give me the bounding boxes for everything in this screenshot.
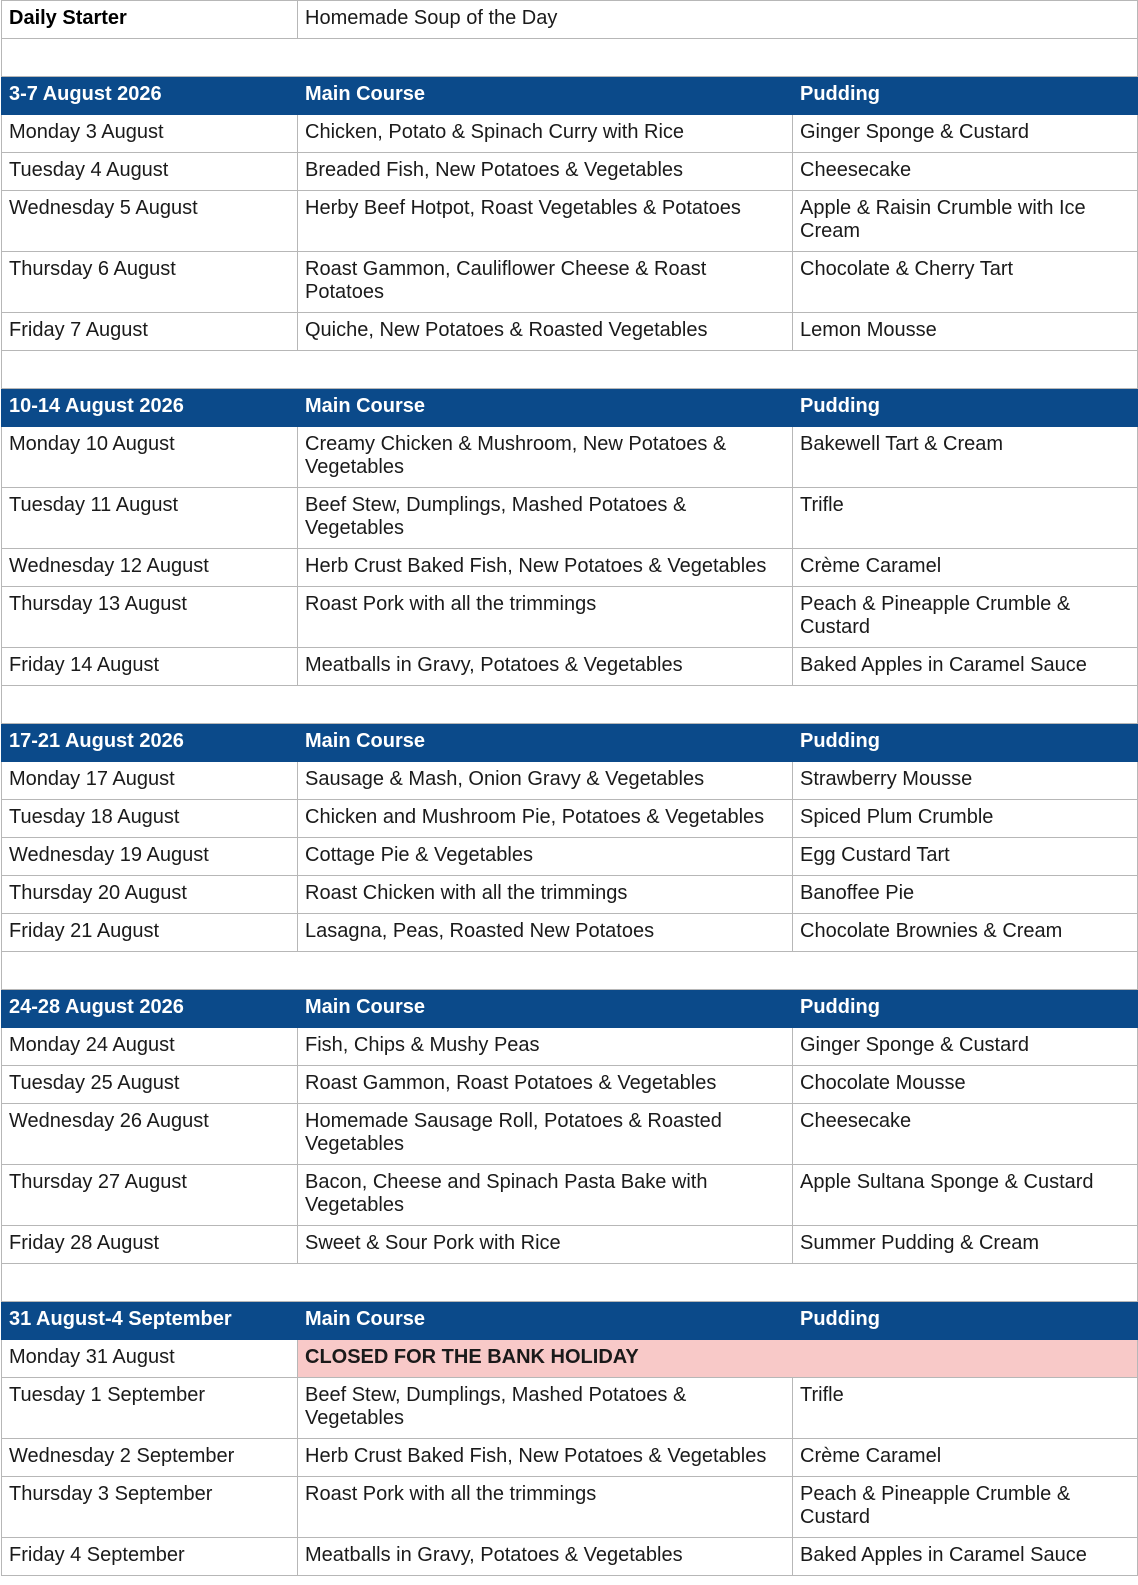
day-row	[2, 1066, 1138, 1104]
day-row	[2, 876, 1138, 914]
pudding-cell: Egg Custard Tart	[793, 838, 1138, 876]
main-course-header: Main Course	[298, 389, 793, 427]
spacer-cell	[2, 952, 1138, 990]
pudding-cell: Spiced Plum Crumble	[793, 800, 1138, 838]
main-course-cell: Beef Stew, Dumplings, Mashed Potatoes & Vegetables	[298, 1378, 793, 1439]
main-course-cell: Chicken, Potato & Spinach Curry with Rice	[298, 115, 793, 153]
main-course-cell: Sausage & Mash, Onion Gravy & Vegetables	[298, 762, 793, 800]
day-row	[2, 488, 1138, 549]
day-cell: Tuesday 1 September	[2, 1378, 298, 1439]
day-row	[2, 1538, 1138, 1576]
day-row	[2, 1439, 1138, 1477]
spacer-cell	[2, 686, 1138, 724]
pudding-cell: Chocolate Mousse	[793, 1066, 1138, 1104]
main-course-cell: Herby Beef Hotpot, Roast Vegetables & Potatoes	[298, 191, 793, 252]
main-course-cell: Roast Gammon, Roast Potatoes & Vegetables	[298, 1066, 793, 1104]
day-cell: Wednesday 5 August	[2, 191, 298, 252]
day-cell: Wednesday 26 August	[2, 1104, 298, 1165]
daily-starter-value: Homemade Soup of the Day	[298, 1, 1138, 39]
main-course-cell: Cottage Pie & Vegetables	[298, 838, 793, 876]
main-course-cell: Chicken and Mushroom Pie, Potatoes & Vegetables	[298, 800, 793, 838]
pudding-cell: Crème Caramel	[793, 1439, 1138, 1477]
day-row	[2, 1165, 1138, 1226]
day-row	[2, 191, 1138, 252]
week-title: 3-7 August 2026	[2, 77, 298, 115]
main-course-header: Main Course	[298, 1302, 793, 1340]
pudding-cell: Apple Sultana Sponge & Custard	[793, 1165, 1138, 1226]
week-header-row	[2, 389, 1138, 427]
day-row	[2, 1477, 1138, 1538]
week-title: 10-14 August 2026	[2, 389, 298, 427]
pudding-cell: Ginger Sponge & Custard	[793, 115, 1138, 153]
main-course-cell: Herb Crust Baked Fish, New Potatoes & Vegetables	[298, 1439, 793, 1477]
main-course-cell: Herb Crust Baked Fish, New Potatoes & Vegetables	[298, 549, 793, 587]
pudding-cell: Strawberry Mousse	[793, 762, 1138, 800]
day-row	[2, 1378, 1138, 1439]
main-course-header: Main Course	[298, 724, 793, 762]
day-cell: Wednesday 2 September	[2, 1439, 298, 1477]
day-cell: Thursday 6 August	[2, 252, 298, 313]
pudding-header: Pudding	[793, 724, 1138, 762]
day-cell: Thursday 3 September	[2, 1477, 298, 1538]
day-row	[2, 800, 1138, 838]
day-row	[2, 914, 1138, 952]
main-course-cell: Fish, Chips & Mushy Peas	[298, 1028, 793, 1066]
main-course-cell: Breaded Fish, New Potatoes & Vegetables	[298, 153, 793, 191]
day-row	[2, 313, 1138, 351]
main-course-cell: Meatballs in Gravy, Potatoes & Vegetables	[298, 648, 793, 686]
pudding-cell: Summer Pudding & Cream	[793, 1226, 1138, 1264]
main-course-cell: Beef Stew, Dumplings, Mashed Potatoes & Vegetables	[298, 488, 793, 549]
pudding-header: Pudding	[793, 990, 1138, 1028]
day-row	[2, 1340, 1138, 1378]
pudding-cell: Bakewell Tart & Cream	[793, 427, 1138, 488]
day-cell: Friday 7 August	[2, 313, 298, 351]
main-course-cell: Creamy Chicken & Mushroom, New Potatoes & Vegetables	[298, 427, 793, 488]
day-cell: Monday 3 August	[2, 115, 298, 153]
main-course-cell: Roast Pork with all the trimmings	[298, 1477, 793, 1538]
spacer-cell	[2, 1264, 1138, 1302]
pudding-cell: Ginger Sponge & Custard	[793, 1028, 1138, 1066]
day-cell: Monday 31 August	[2, 1340, 298, 1378]
day-cell: Thursday 20 August	[2, 876, 298, 914]
pudding-cell: Cheesecake	[793, 1104, 1138, 1165]
day-cell: Friday 4 September	[2, 1538, 298, 1576]
week-spacer-row	[2, 39, 1138, 77]
main-course-cell: Meatballs in Gravy, Potatoes & Vegetables	[298, 1538, 793, 1576]
main-course-cell: Lasagna, Peas, Roasted New Potatoes	[298, 914, 793, 952]
main-course-cell: Homemade Sausage Roll, Potatoes & Roasted Vegetables	[298, 1104, 793, 1165]
day-cell: Tuesday 11 August	[2, 488, 298, 549]
day-cell: Monday 24 August	[2, 1028, 298, 1066]
pudding-cell: Trifle	[793, 1378, 1138, 1439]
main-course-cell: Roast Gammon, Cauliflower Cheese & Roast Potatoes	[298, 252, 793, 313]
day-cell: Friday 21 August	[2, 914, 298, 952]
day-row	[2, 1028, 1138, 1066]
day-row	[2, 1226, 1138, 1264]
pudding-cell: Peach & Pineapple Crumble & Custard	[793, 587, 1138, 648]
day-row	[2, 427, 1138, 488]
pudding-header: Pudding	[793, 1302, 1138, 1340]
week-header-row	[2, 1302, 1138, 1340]
week-spacer-row	[2, 1264, 1138, 1302]
day-row	[2, 838, 1138, 876]
day-cell: Thursday 27 August	[2, 1165, 298, 1226]
day-cell: Tuesday 18 August	[2, 800, 298, 838]
week-spacer-row	[2, 952, 1138, 990]
day-cell: Monday 17 August	[2, 762, 298, 800]
pudding-cell: Apple & Raisin Crumble with Ice Cream	[793, 191, 1138, 252]
day-cell: Friday 14 August	[2, 648, 298, 686]
pudding-header: Pudding	[793, 389, 1138, 427]
week-spacer-row	[2, 351, 1138, 389]
pudding-cell: Chocolate & Cherry Tart	[793, 252, 1138, 313]
closed-notice: CLOSED FOR THE BANK HOLIDAY	[298, 1340, 1138, 1378]
pudding-cell: Crème Caramel	[793, 549, 1138, 587]
pudding-header: Pudding	[793, 77, 1138, 115]
main-course-header: Main Course	[298, 990, 793, 1028]
day-row	[2, 549, 1138, 587]
week-header-row	[2, 990, 1138, 1028]
spacer-cell	[2, 351, 1138, 389]
pudding-cell: Baked Apples in Caramel Sauce	[793, 1538, 1138, 1576]
pudding-cell: Cheesecake	[793, 153, 1138, 191]
menu-table	[1, 0, 1138, 1576]
day-row	[2, 587, 1138, 648]
daily-starter-label: Daily Starter	[2, 1, 298, 39]
day-row	[2, 762, 1138, 800]
main-course-cell: Quiche, New Potatoes & Roasted Vegetables	[298, 313, 793, 351]
pudding-cell: Lemon Mousse	[793, 313, 1138, 351]
main-course-header: Main Course	[298, 77, 793, 115]
day-cell: Tuesday 25 August	[2, 1066, 298, 1104]
main-course-cell: Roast Pork with all the trimmings	[298, 587, 793, 648]
week-header-row	[2, 77, 1138, 115]
day-cell: Monday 10 August	[2, 427, 298, 488]
pudding-cell: Baked Apples in Caramel Sauce	[793, 648, 1138, 686]
pudding-cell: Peach & Pineapple Crumble & Custard	[793, 1477, 1138, 1538]
menu-table-container	[1, 0, 1137, 1576]
day-row	[2, 252, 1138, 313]
day-row	[2, 1104, 1138, 1165]
week-header-row	[2, 724, 1138, 762]
main-course-cell: Bacon, Cheese and Spinach Pasta Bake with Vegetables	[298, 1165, 793, 1226]
week-title: 24-28 August 2026	[2, 990, 298, 1028]
pudding-cell: Trifle	[793, 488, 1138, 549]
day-cell: Wednesday 12 August	[2, 549, 298, 587]
pudding-cell: Chocolate Brownies & Cream	[793, 914, 1138, 952]
week-spacer-row	[2, 686, 1138, 724]
day-cell: Tuesday 4 August	[2, 153, 298, 191]
spacer-cell	[2, 39, 1138, 77]
daily-starter-row	[2, 1, 1138, 39]
day-cell: Friday 28 August	[2, 1226, 298, 1264]
main-course-cell: Sweet & Sour Pork with Rice	[298, 1226, 793, 1264]
pudding-cell: Banoffee Pie	[793, 876, 1138, 914]
week-title: 17-21 August 2026	[2, 724, 298, 762]
main-course-cell: Roast Chicken with all the trimmings	[298, 876, 793, 914]
day-cell: Wednesday 19 August	[2, 838, 298, 876]
week-title: 31 August-4 September	[2, 1302, 298, 1340]
day-cell: Thursday 13 August	[2, 587, 298, 648]
day-row	[2, 153, 1138, 191]
day-row	[2, 115, 1138, 153]
day-row	[2, 648, 1138, 686]
